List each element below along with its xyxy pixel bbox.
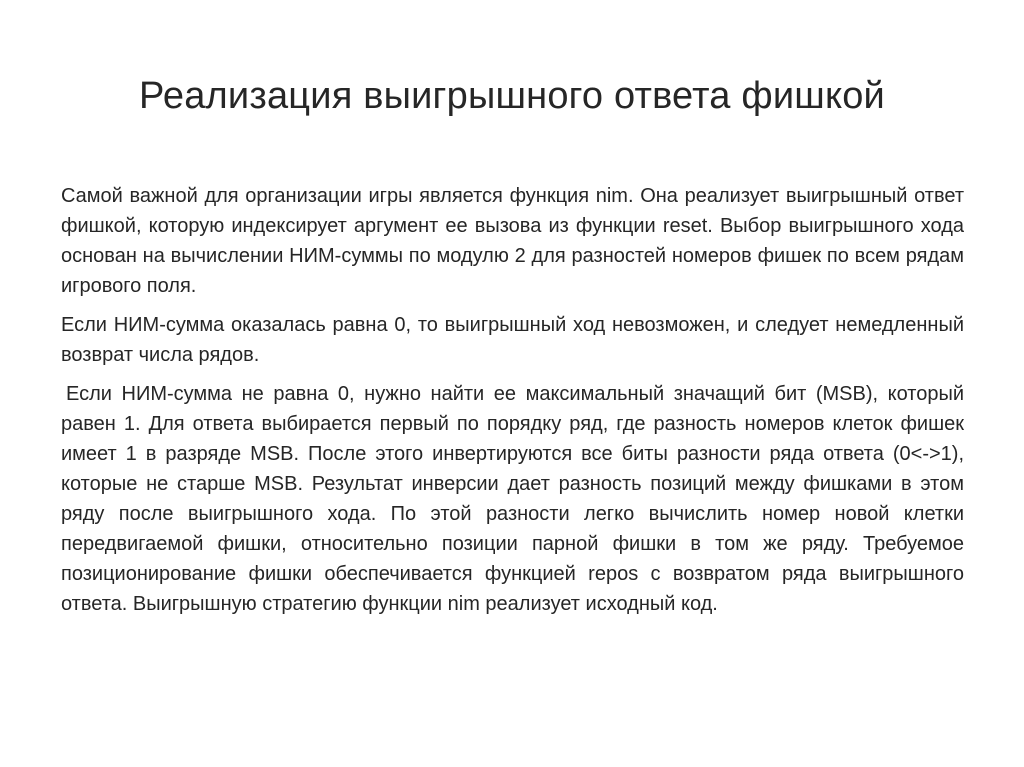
- body-paragraph-2: Если НИМ-сумма оказалась равна 0, то выигрышный ход невозможен, и следует немедленный возврат числа рядов.: [61, 314, 964, 366]
- body-paragraph-3: Если НИМ-сумма не равна 0, нужно найти ее максимальный значащий бит (MSB), который равен 1. Для ответа выбирается первый по порядку ряд, где разность номеров клеток фишек имеет 1 в разряде MSB. После этого инвертируются все биты разности ряда ответа (0<->1), которые не старше MSB. Результат инверсии дает разность позиций между фишками в этом ряду после выигрышного хода. По этой разности легко вычислить номер новой клетки передвигаемой фишки, относительно позиции парной фишки в том же ряду. Требуемое позиционирование фишки обеспечивается функцией repos с возвратом ряда выигрышного ответа. Выигрышную стратегию функции nim реализует исходный код.: [61, 383, 964, 615]
- slide-body: [61, 181, 964, 628]
- slide-title: Реализация выигрышного ответа фишкой: [139, 75, 885, 117]
- body-paragraph-1: Самой важной для организации игры является функция nim. Она реализует выигрышный ответ фишкой, которую индексирует аргумент ее вызова из функции reset. Выбор выигрышного хода основан на вычислении НИМ-суммы по модулю 2 для разностей номеров фишек по всем рядам игрового поля.: [61, 185, 964, 297]
